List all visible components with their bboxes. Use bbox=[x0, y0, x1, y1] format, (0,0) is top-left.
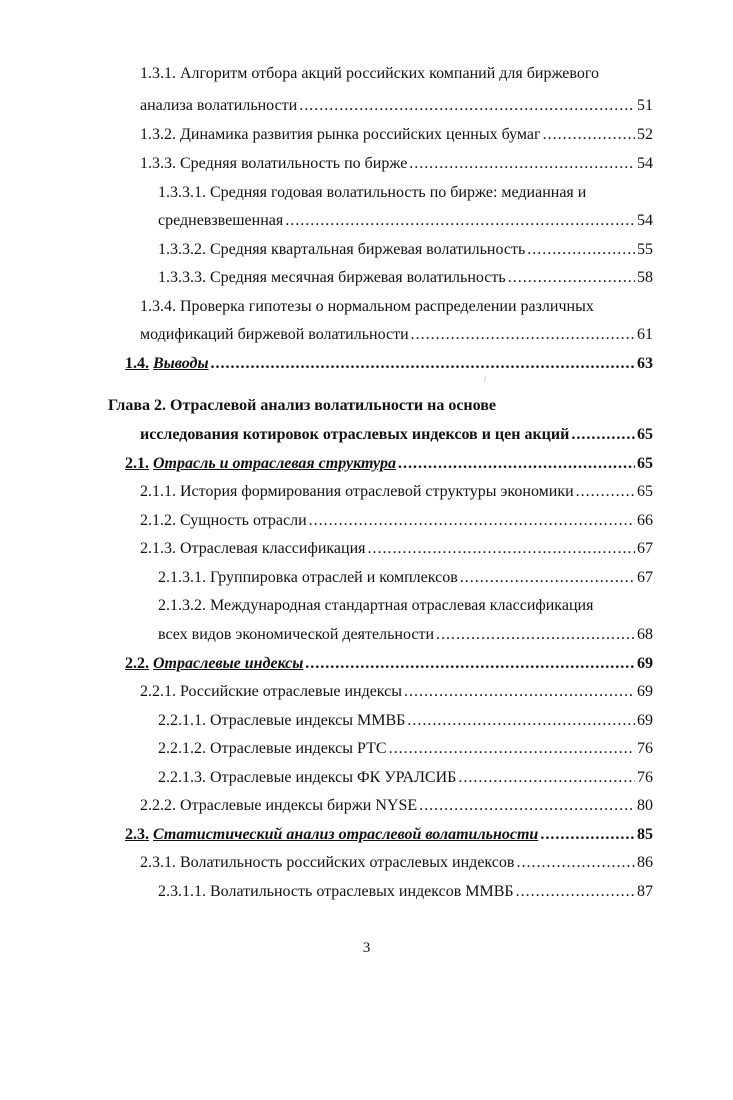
toc-entry-text: 1.3.3. Средняя волатильность по бирже bbox=[140, 155, 408, 172]
toc-entry-text: 1.3.4. Проверка гипотезы о нормальном распределении различных bbox=[140, 298, 594, 315]
dot-leader bbox=[543, 125, 635, 145]
toc-page-number: 76 bbox=[637, 740, 653, 757]
toc-page-number: 85 bbox=[637, 826, 653, 843]
dot-leader bbox=[411, 325, 635, 345]
toc-entry bbox=[140, 125, 653, 145]
toc-entry-text: Выводы bbox=[153, 355, 209, 372]
toc-page-number: 67 bbox=[637, 540, 653, 557]
dot-leader bbox=[211, 354, 635, 374]
section-number: 2.2. bbox=[125, 655, 149, 672]
toc-entry bbox=[140, 511, 653, 531]
toc-entry-text: анализа волатильности bbox=[140, 97, 298, 114]
toc-entry-text: модификаций биржевой волатильности bbox=[140, 326, 409, 343]
toc-entry-text: 1.3.3.2. Средняя квартальная биржевая волатильность bbox=[158, 241, 526, 258]
toc-section bbox=[125, 654, 653, 674]
toc-entry-text: 1.3.2. Динамика развития рынка российских ценных бумаг bbox=[140, 126, 541, 143]
toc-entry-text: Статистический анализ отраслевой волатильности bbox=[153, 826, 539, 843]
toc-entry-text: 2.1.3.1. Группировка отраслей и комплексов bbox=[158, 569, 458, 586]
dot-leader bbox=[398, 454, 635, 474]
toc-page-number: 69 bbox=[637, 683, 653, 700]
toc-page-number: 86 bbox=[637, 854, 653, 871]
toc-entry-text: 2.3.1.1. Волатильность отраслевых индексов ММВБ bbox=[158, 883, 514, 900]
toc-page-number: 67 bbox=[637, 569, 653, 586]
toc-page-number: 61 bbox=[637, 326, 653, 343]
dot-leader bbox=[516, 853, 635, 873]
toc-page-number: 65 bbox=[637, 483, 653, 500]
dot-leader bbox=[458, 768, 635, 788]
dot-leader bbox=[299, 96, 635, 116]
toc-entry-text: 2.1.1. История формирования отраслевой структуры экономики bbox=[140, 483, 574, 500]
toc-entry bbox=[140, 539, 653, 559]
dot-leader bbox=[368, 539, 635, 559]
toc-entry bbox=[158, 768, 653, 788]
toc-entry-text: 1.3.3.3. Средняя месячная биржевая волатильность bbox=[158, 269, 506, 286]
toc-entry-text: Отрасль и отраслевая структура bbox=[153, 455, 396, 472]
toc-entry bbox=[140, 325, 653, 345]
toc-entry-text: 2.2.1.3. Отраслевые индексы ФК УРАЛСИБ bbox=[158, 769, 457, 786]
dot-leader bbox=[508, 268, 635, 288]
toc-page-number: 54 bbox=[637, 212, 653, 229]
section-number: 2.1. bbox=[125, 455, 149, 472]
dot-leader bbox=[540, 825, 635, 845]
toc-page-number: 69 bbox=[637, 712, 653, 729]
toc-entry-text: 1.3.1. Алгоритм отбора акций российских компаний для биржевого bbox=[140, 65, 600, 82]
toc-entry bbox=[158, 711, 653, 731]
toc-page-number: 55 bbox=[637, 241, 653, 258]
toc-entry bbox=[158, 183, 586, 203]
toc-entry bbox=[158, 211, 653, 231]
toc-page-number: 69 bbox=[637, 655, 653, 672]
toc-entry bbox=[140, 96, 653, 116]
stray-mark: / bbox=[484, 374, 487, 384]
toc-page-number: 58 bbox=[637, 269, 653, 286]
toc-entry-text: средневзвешенная bbox=[158, 212, 284, 229]
toc-entry bbox=[158, 568, 653, 588]
dot-leader bbox=[409, 154, 635, 174]
toc-entry bbox=[158, 596, 593, 616]
toc-entry-text: Отраслевые индексы bbox=[153, 655, 304, 672]
toc-entry-text: Глава 2. Отраслевой анализ волатильности на основе bbox=[108, 397, 496, 414]
toc-entry bbox=[158, 882, 653, 902]
dot-leader bbox=[389, 739, 635, 759]
dot-leader bbox=[460, 568, 635, 588]
toc-entry-text: исследования котировок отраслевых индексов и цен акций bbox=[140, 426, 570, 443]
toc-page-number: 54 bbox=[637, 155, 653, 172]
toc-entry-text: всех видов экономической деятельности bbox=[158, 626, 434, 643]
toc-page-number: 80 bbox=[637, 797, 653, 814]
toc-entry bbox=[158, 739, 653, 759]
toc-page-number: 63 bbox=[637, 355, 653, 372]
toc-entry bbox=[140, 482, 653, 502]
toc-entry bbox=[140, 64, 599, 84]
dot-leader bbox=[404, 682, 635, 702]
dot-leader bbox=[527, 240, 635, 260]
toc-page-number: 65 bbox=[637, 426, 653, 443]
toc-page-number: 87 bbox=[637, 883, 653, 900]
toc-entry bbox=[140, 682, 653, 702]
toc-page-number: 52 bbox=[637, 126, 653, 143]
toc-page-number: 65 bbox=[637, 455, 653, 472]
dot-leader bbox=[419, 796, 635, 816]
dot-leader bbox=[571, 425, 635, 445]
page-number: 3 bbox=[362, 940, 371, 956]
toc-entry bbox=[158, 240, 653, 260]
toc-entry bbox=[140, 297, 594, 317]
toc-entry-text: 1.3.3.1. Средняя годовая волатильность по бирже: медианная и bbox=[158, 184, 587, 201]
toc-entry bbox=[158, 625, 653, 645]
toc-entry-text: 2.3.1. Волатильность российских отраслевых индексов bbox=[140, 854, 515, 871]
toc-entry bbox=[158, 268, 653, 288]
toc-entry-text: 2.2.1. Российские отраслевые индексы bbox=[140, 683, 403, 700]
dot-leader bbox=[285, 211, 635, 231]
dot-leader bbox=[407, 711, 635, 731]
toc-entry bbox=[140, 154, 653, 174]
toc-page-number: 51 bbox=[637, 97, 653, 114]
toc-entry bbox=[140, 796, 653, 816]
dot-leader bbox=[576, 482, 635, 502]
toc-page-number: 76 bbox=[637, 769, 653, 786]
section-number: 2.3. bbox=[125, 826, 149, 843]
toc-entry-text: 2.1.3.2. Международная стандартная отраслевая классификация bbox=[158, 597, 594, 614]
dot-leader bbox=[305, 654, 635, 674]
toc-section bbox=[125, 354, 653, 374]
chapter-heading bbox=[140, 425, 653, 445]
toc-entry bbox=[140, 853, 653, 873]
toc-section bbox=[125, 454, 653, 474]
dot-leader bbox=[436, 625, 635, 645]
toc-entry-text: 2.2.1.2. Отраслевые индексы РТС bbox=[158, 740, 387, 757]
chapter-heading bbox=[108, 396, 496, 416]
dot-leader bbox=[309, 511, 635, 531]
toc-page-number: 68 bbox=[637, 626, 653, 643]
dot-leader bbox=[516, 882, 635, 902]
toc-section bbox=[125, 825, 653, 845]
toc-entry-text: 2.1.2. Сущность отрасли bbox=[140, 512, 307, 529]
section-number: 1.4. bbox=[125, 355, 149, 372]
toc-entry-text: 2.1.3. Отраслевая классификация bbox=[140, 540, 366, 557]
toc-entry-text: 2.2.1.1. Отраслевые индексы ММВБ bbox=[158, 712, 406, 729]
toc-entry-text: 2.2.2. Отраслевые индексы биржи NYSE bbox=[140, 797, 418, 814]
toc-page-number: 66 bbox=[637, 512, 653, 529]
